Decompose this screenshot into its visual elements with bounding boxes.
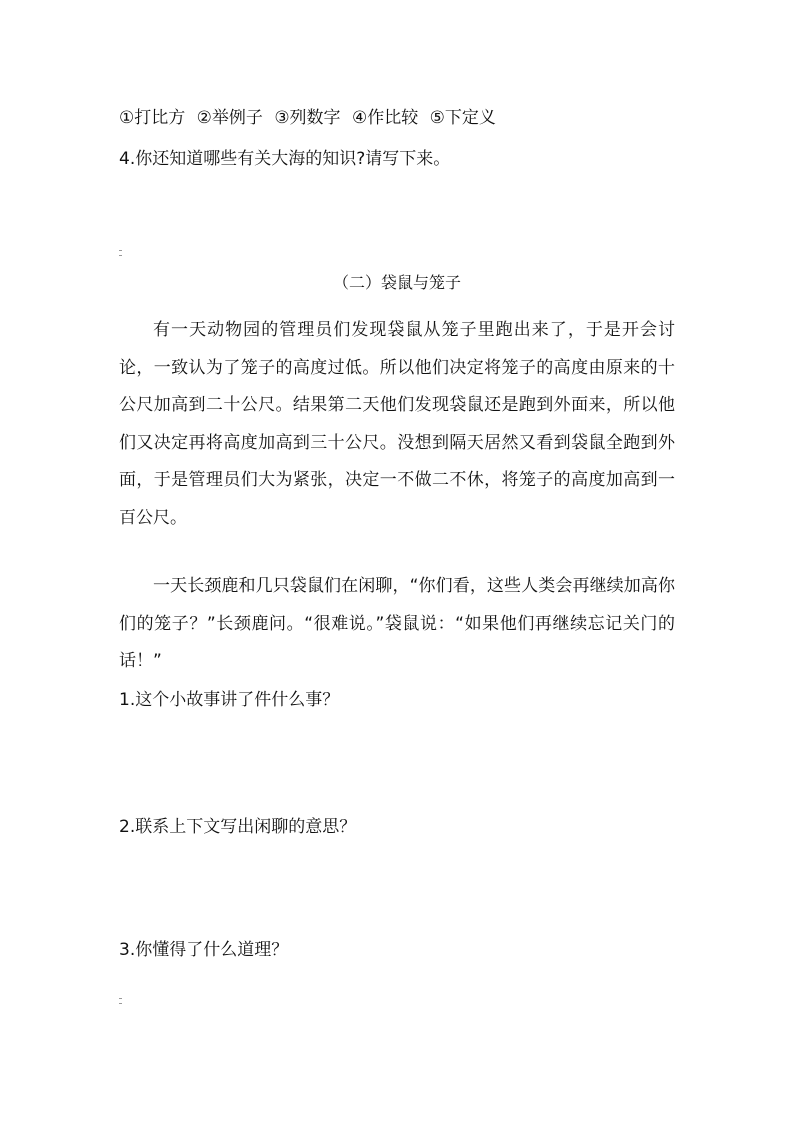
answer-options (119, 106, 502, 130)
option-2: ②举例子 (196, 108, 263, 128)
option-1: ①打比方 (119, 108, 186, 128)
option-4: ④作比较 (351, 108, 419, 128)
question-2: 2.联系上下文写出闲聊的意思？ (119, 817, 357, 837)
option-3: ③列数字 (274, 108, 341, 128)
option-5: ⑤下定义 (429, 108, 496, 128)
story-paragraph-1: 有一天动物园的管理员们发现袋鼠从笼子里跑出来了，于是开会讨论，一致认为了笼子的高度过低。所以他们决定将笼子的高度由原来的十公尺加高到二十公尺。结果第二天他们发现袋鼠还是跑到外面来，所以他们又决定再将高度加高到三十公尺。没想到隔天居然又看到袋鼠全跑到外面，于是管理员们大为紧张，决定一不做二不休，将笼子的高度加高到一百公尺。 (119, 320, 675, 528)
story-paragraph-2: 一天长颈鹿和几只袋鼠们在闲聊，“你们看，这些人类会再继续加高你们的笼子？”长颈鹿问。“很难说。”袋鼠说：“如果他们再继续忘记关门的话！” (119, 576, 675, 671)
question-4: 4.你还知道哪些有关大海的知识?请写下来。 (119, 149, 451, 169)
section-title: （二）袋鼠与笼子 (332, 273, 461, 292)
paragraph-mark (119, 250, 122, 256)
question-3: 3.你懂得了什么道理？ (119, 940, 289, 960)
paragraph-mark (119, 998, 122, 1004)
question-1: 1.这个小故事讲了件什么事？ (119, 690, 340, 710)
